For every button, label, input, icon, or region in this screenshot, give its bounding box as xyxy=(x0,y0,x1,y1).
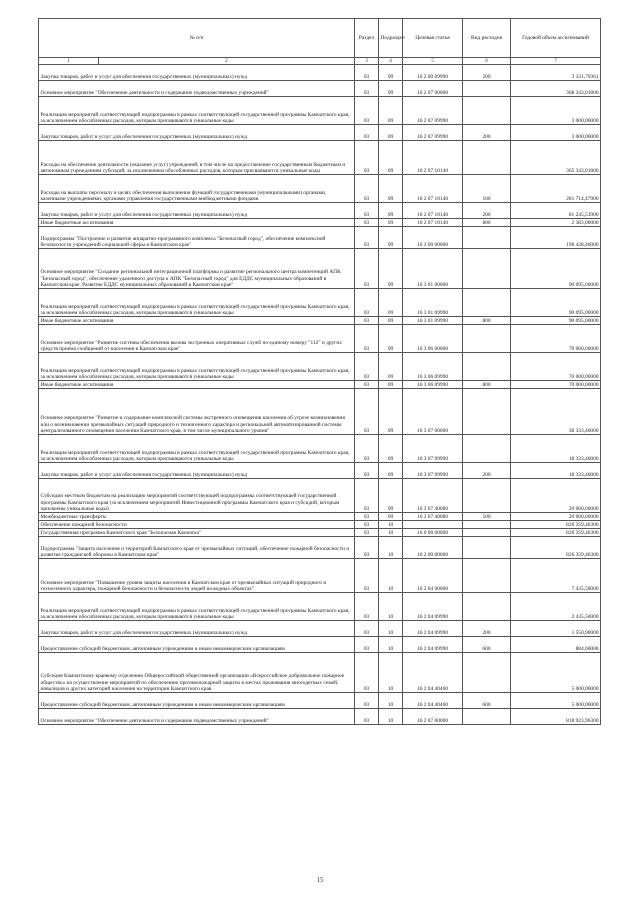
row-amount-cell: 70 000,00000 xyxy=(511,381,601,389)
table-row xyxy=(39,249,601,289)
row-amount-cell: 281 714,47900 xyxy=(511,175,601,203)
row-section-cell: 03 xyxy=(355,435,379,463)
row-amount-cell: 3 331,79361 xyxy=(511,65,601,81)
row-expense-type-cell xyxy=(463,325,511,353)
row-subsection-cell: 10 xyxy=(379,537,403,559)
row-subsection-cell: 10 xyxy=(379,653,403,693)
row-amount-cell: 368 343,01800 xyxy=(511,81,601,97)
row-amount-cell: 3 000,00000 xyxy=(511,97,601,125)
row-target-article-cell: 16 2 04 40460 xyxy=(403,693,463,709)
row-expense-type-cell: 800 xyxy=(463,219,511,227)
row-amount-cell: 18 333,46000 xyxy=(511,463,601,479)
column-index-3: 3 xyxy=(355,58,379,65)
row-expense-type-cell xyxy=(463,479,511,513)
table-row xyxy=(39,219,601,227)
row-target-article-cell: 16 2 00 00000 xyxy=(403,537,463,559)
column-index-row xyxy=(39,58,601,65)
row-name-cell: Реализация мероприятий соответствующей подпрограммы в рамках соответствующей государственной программы Камчатского края, за исключением обособленных расходов, которым присваиваются уникальные коды xyxy=(39,97,355,125)
row-expense-type-cell xyxy=(463,353,511,381)
row-name-cell: Закупка товаров, работ и услуг для обеспечения государственных (муниципальных) нужд xyxy=(39,463,355,479)
header-target-article: Целевая статья xyxy=(403,19,463,58)
table-row xyxy=(39,289,601,317)
row-amount-cell: 70 000,00000 xyxy=(511,353,601,381)
row-name-cell: Закупка товаров, работ и услуг для обеспечения государственных (муниципальных) нужд xyxy=(39,621,355,637)
row-target-article-cell: 16 2 04 00000 xyxy=(403,559,463,593)
row-subsection-cell: 09 xyxy=(379,381,403,389)
row-name-cell: Государственная программа Камчатского края "Безопасная Камчатка" xyxy=(39,529,355,537)
row-name-cell: Закупка товаров, работ и услуг для обеспечения государственных (муниципальных) нужд xyxy=(39,203,355,219)
header-index: № п/п xyxy=(39,19,355,58)
page-number: 15 xyxy=(316,876,324,884)
table-row xyxy=(39,317,601,325)
row-target-article-cell: 16 3 07 40080 xyxy=(403,513,463,521)
row-subsection-cell: 09 xyxy=(379,81,403,97)
row-target-article-cell: 16 3 07 09990 xyxy=(403,463,463,479)
row-name-cell: Подпрограмма "Защита населения и территорий Камчатского края от чрезвычайных ситуаций, обеспечение пожарной безопасности и развитие гражданской обороны в Камчатском крае" xyxy=(39,537,355,559)
row-target-article-cell: 16 2 07 10140 xyxy=(403,175,463,203)
row-subsection-cell: 09 xyxy=(379,325,403,353)
row-amount-cell: 1 550,90000 xyxy=(511,621,601,637)
row-amount-cell: 5 000,00000 xyxy=(511,653,601,693)
table-row xyxy=(39,81,601,97)
row-section-cell: 03 xyxy=(355,317,379,325)
row-target-article-cell: 16 2 07 00000 xyxy=(403,709,463,725)
row-target-article-cell: 16 2 04 09990 xyxy=(403,593,463,621)
row-amount-cell: 884,60000 xyxy=(511,637,601,653)
row-amount-cell: 90 095,00000 xyxy=(511,289,601,317)
row-name-cell: Закупка товаров, работ и услуг для обеспечения государственных (муниципальных) нужд xyxy=(39,65,355,81)
row-section-cell: 03 xyxy=(355,219,379,227)
row-amount-cell: 818 923,96300 xyxy=(511,709,601,725)
table-row xyxy=(39,709,601,725)
row-section-cell: 03 xyxy=(355,175,379,203)
row-target-article-cell: 16 3 07 00000 xyxy=(403,389,463,435)
row-subsection-cell: 10 xyxy=(379,529,403,537)
row-expense-type-cell: 100 xyxy=(463,175,511,203)
table-row xyxy=(39,227,601,249)
row-expense-type-cell xyxy=(463,537,511,559)
row-subsection-cell: 09 xyxy=(379,513,403,521)
row-section-cell: 03 xyxy=(355,389,379,435)
row-subsection-cell: 10 xyxy=(379,693,403,709)
row-section-cell: 03 xyxy=(355,141,379,175)
row-target-article-cell: 16 2 07 10140 xyxy=(403,203,463,219)
row-subsection-cell: 09 xyxy=(379,353,403,381)
row-subsection-cell: 09 xyxy=(379,97,403,125)
budget-table-container xyxy=(38,18,600,725)
row-amount-cell: 826 359,46300 xyxy=(511,521,601,529)
row-amount-cell: 20 000,00000 xyxy=(511,479,601,513)
row-subsection-cell: 09 xyxy=(379,175,403,203)
row-expense-type-cell xyxy=(463,559,511,593)
row-expense-type-cell xyxy=(463,141,511,175)
header-section: Раздел xyxy=(355,19,379,58)
row-expense-type-cell: 200 xyxy=(463,65,511,81)
row-amount-cell: 20 000,00000 xyxy=(511,513,601,521)
row-target-article-cell: 16 0 00 00000 xyxy=(403,529,463,537)
row-amount-cell: 18 333,46000 xyxy=(511,435,601,463)
row-name-cell: Подпрограмма "Построение и развитие аппаратно-программного комплекса "Безопасный город", обеспечение комплексной безопасности учреждений социальной сферы в Камчатском крае" xyxy=(39,227,355,249)
header-expense-type: Вид расходов xyxy=(463,19,511,58)
row-section-cell: 03 xyxy=(355,203,379,219)
row-name-cell: Иные бюджетные ассигнования xyxy=(39,317,355,325)
row-target-article-cell: 16 2 04 09990 xyxy=(403,621,463,637)
row-section-cell: 03 xyxy=(355,353,379,381)
row-expense-type-cell: 800 xyxy=(463,381,511,389)
row-section-cell: 03 xyxy=(355,125,379,141)
table-row xyxy=(39,97,601,125)
row-name-cell: Предоставление субсидий бюджетным, автономным учреждениям и иным некоммерческим организациям xyxy=(39,693,355,709)
row-amount-cell: 90 095,00000 xyxy=(511,249,601,289)
row-subsection-cell: 09 xyxy=(379,249,403,289)
row-target-article-cell: 16 3 07 40080 xyxy=(403,479,463,513)
row-section-cell: 03 xyxy=(355,593,379,621)
row-section-cell: 03 xyxy=(355,529,379,537)
row-target-article-cell: 16 2 00 09990 xyxy=(403,65,463,81)
row-section-cell: 03 xyxy=(355,513,379,521)
column-index-2: 2 xyxy=(99,58,355,65)
row-name-cell: Основное мероприятие "Создание региональной интеграционной платформы и развитие регионального центра компетенций АПК "Безопасный город", обеспечение удаленного доступа к АПК "Безопасный город" для ЕДДС муниципальных образований в Камчатском крае. Развитие ЕДДС муниципальных образований в Камчатском крае" xyxy=(39,249,355,289)
row-section-cell: 03 xyxy=(355,637,379,653)
row-subsection-cell: 09 xyxy=(379,463,403,479)
row-expense-type-cell xyxy=(463,653,511,693)
row-name-cell: Иные бюджетные ассигнования xyxy=(39,219,355,227)
row-target-article-cell: 16 3 01 09990 xyxy=(403,289,463,317)
table-row xyxy=(39,175,601,203)
table-row xyxy=(39,463,601,479)
row-section-cell: 03 xyxy=(355,381,379,389)
row-target-article-cell: 16 2 04 40460 xyxy=(403,653,463,693)
row-name-cell: Субсидия Камчатскому краевому отделению Общероссийской общественной организации «Всероссийское добровольное пожарное общество» на осуществление мероприятий по обеспечению противопожарной защиты в местах проживания многодетных семей, инвалидов и других категорий населения на территории Камчатского края xyxy=(39,653,355,693)
table-row xyxy=(39,513,601,521)
row-subsection-cell: 10 xyxy=(379,559,403,593)
row-expense-type-cell xyxy=(463,97,511,125)
row-section-cell: 03 xyxy=(355,97,379,125)
row-target-article-cell: 16 2 07 09990 xyxy=(403,125,463,141)
table-row xyxy=(39,653,601,693)
table-row xyxy=(39,637,601,653)
row-name-cell: Реализация мероприятий соответствующей подпрограммы в рамках соответствующей государственной программы Камчатского края, за исключением обособленных расходов, которым присваиваются уникальные коды xyxy=(39,435,355,463)
row-expense-type-cell: 200 xyxy=(463,463,511,479)
row-name-cell: Основное мероприятие "Обеспечение деятельности и содержание подведомственных учреждений" xyxy=(39,81,355,97)
row-expense-type-cell: 800 xyxy=(463,317,511,325)
row-expense-type-cell: 200 xyxy=(463,203,511,219)
header-subsection: Подраздел xyxy=(379,19,403,58)
column-index-1: 1 xyxy=(39,58,99,65)
row-section-cell: 03 xyxy=(355,559,379,593)
row-section-cell: 03 xyxy=(355,693,379,709)
row-name-cell: Расходы на обеспечение деятельности (оказание услуг) учреждений, в том числе на предоставление государственным бюджетным и автономным учреждениям субсидий, за исключением обособленных расходов, которым присваиваются уникальные коды xyxy=(39,141,355,175)
row-section-cell: 03 xyxy=(355,249,379,289)
table-row xyxy=(39,65,601,81)
table-header-row xyxy=(39,19,601,58)
row-amount-cell: 70 000,00000 xyxy=(511,325,601,353)
row-subsection-cell: 09 xyxy=(379,203,403,219)
table-row xyxy=(39,621,601,637)
table-row xyxy=(39,141,601,175)
table-row xyxy=(39,125,601,141)
row-section-cell: 03 xyxy=(355,289,379,317)
row-target-article-cell: 16 3 06 00000 xyxy=(403,325,463,353)
row-target-article-cell: 16 3 01 09990 xyxy=(403,317,463,325)
row-subsection-cell: 09 xyxy=(379,219,403,227)
row-amount-cell: 5 000,00000 xyxy=(511,693,601,709)
row-name-cell: Иные бюджетные ассигнования xyxy=(39,381,355,389)
row-name-cell: Межбюджетные трансферты xyxy=(39,513,355,521)
row-section-cell: 03 xyxy=(355,709,379,725)
row-target-article-cell: 16 3 00 00000 xyxy=(403,227,463,249)
row-expense-type-cell xyxy=(463,389,511,435)
row-target-article-cell: 16 3 06 09990 xyxy=(403,353,463,381)
row-name-cell: Основное мероприятие "Развитие и содержание комплексной системы экстренного оповещения населения об угрозе возникновения или о возникновении чрезвычайных ситуаций природного и техногенного характера и региональной автоматизированной системы централизованного оповещения населения Камчатского края, в том числе муниципального уровня" xyxy=(39,389,355,435)
row-expense-type-cell: 200 xyxy=(463,621,511,637)
row-subsection-cell: 09 xyxy=(379,227,403,249)
row-section-cell: 03 xyxy=(355,463,379,479)
row-amount-cell: 365 343,01800 xyxy=(511,141,601,175)
table-row xyxy=(39,693,601,709)
row-subsection-cell: 10 xyxy=(379,709,403,725)
table-row xyxy=(39,521,601,529)
table-row xyxy=(39,435,601,463)
row-name-cell: Субсидии местным бюджетам на реализацию мероприятий соответствующей подпрограммы соответствующей государственной программы Камчатского края (за исключением мероприятий Инвестиционной программы Камчатского края и субсидий, которым присвоены уникальные коды) xyxy=(39,479,355,513)
row-target-article-cell: 16 2 07 00000 xyxy=(403,81,463,97)
row-subsection-cell: 09 xyxy=(379,125,403,141)
row-expense-type-cell: 600 xyxy=(463,693,511,709)
row-subsection-cell: 09 xyxy=(379,65,403,81)
row-expense-type-cell: 500 xyxy=(463,513,511,521)
row-section-cell: 03 xyxy=(355,537,379,559)
row-target-article-cell: 16 2 07 10140 xyxy=(403,141,463,175)
table-row xyxy=(39,203,601,219)
row-subsection-cell: 09 xyxy=(379,141,403,175)
row-target-article-cell: 16 3 06 09990 xyxy=(403,381,463,389)
row-amount-cell: 826 359,46300 xyxy=(511,537,601,559)
table-row xyxy=(39,529,601,537)
column-index-6: 6 xyxy=(463,58,511,65)
row-expense-type-cell xyxy=(463,709,511,725)
row-target-article-cell: 16 3 01 00000 xyxy=(403,249,463,289)
table-row xyxy=(39,559,601,593)
row-name-cell: Основное мероприятие "Развитие системы обеспечения вызова экстренных оперативных служб по единому номеру "112" и других средств приема сообщений от населения в Камчатском крае" xyxy=(39,325,355,353)
row-amount-cell: 3 000,00000 xyxy=(511,125,601,141)
row-name-cell: Основное мероприятие "Повышение уровня защиты населения в Камчатском крае от чрезвычайных ситуаций природного и техногенного характера, пожарной безопасности и безопасности людей на водных объектах" xyxy=(39,559,355,593)
row-amount-cell: 826 359,46300 xyxy=(511,529,601,537)
row-target-article-cell: 16 2 04 09990 xyxy=(403,637,463,653)
row-target-article-cell: 16 2 07 09990 xyxy=(403,97,463,125)
row-amount-cell: 38 333,46000 xyxy=(511,389,601,435)
table-row xyxy=(39,479,601,513)
row-subsection-cell: 10 xyxy=(379,621,403,637)
row-amount-cell: 90 095,00000 xyxy=(511,317,601,325)
row-target-article-cell: 16 2 07 10140 xyxy=(403,219,463,227)
row-subsection-cell: 10 xyxy=(379,521,403,529)
row-expense-type-cell xyxy=(463,249,511,289)
column-index-7: 7 xyxy=(511,58,601,65)
row-expense-type-cell: 600 xyxy=(463,637,511,653)
row-expense-type-cell xyxy=(463,435,511,463)
row-subsection-cell: 09 xyxy=(379,317,403,325)
row-section-cell: 03 xyxy=(355,479,379,513)
row-name-cell: Обеспечение пожарной безопасности xyxy=(39,521,355,529)
table-row xyxy=(39,537,601,559)
row-expense-type-cell xyxy=(463,227,511,249)
column-index-4: 4 xyxy=(379,58,403,65)
row-subsection-cell: 09 xyxy=(379,389,403,435)
row-section-cell: 03 xyxy=(355,81,379,97)
table-row xyxy=(39,593,601,621)
header-annual-amount: Годовой объем ассигнований xyxy=(511,19,601,58)
row-name-cell: Реализация мероприятий соответствующей подпрограммы в рамках соответствующей государственной программы Камчатского края, за исключением обособленных расходов, которым присваиваются уникальные коды xyxy=(39,593,355,621)
row-expense-type-cell xyxy=(463,521,511,529)
row-section-cell: 03 xyxy=(355,325,379,353)
row-name-cell: Реализация мероприятий соответствующей подпрограммы в рамках соответствующей государственной программы Камчатского края, за исключением обособленных расходов, которым присваиваются уникальные коды xyxy=(39,353,355,381)
row-expense-type-cell xyxy=(463,593,511,621)
row-expense-type-cell xyxy=(463,81,511,97)
table-body xyxy=(39,65,601,725)
row-target-article-cell: 16 3 07 09990 xyxy=(403,435,463,463)
row-subsection-cell: 09 xyxy=(379,435,403,463)
row-amount-cell: 2 435,50000 xyxy=(511,593,601,621)
row-section-cell: 03 xyxy=(355,227,379,249)
row-subsection-cell: 10 xyxy=(379,637,403,653)
row-section-cell: 03 xyxy=(355,521,379,529)
table-row xyxy=(39,389,601,435)
row-amount-cell: 198 428,46000 xyxy=(511,227,601,249)
row-subsection-cell: 10 xyxy=(379,593,403,621)
table-row xyxy=(39,353,601,381)
column-index-5: 5 xyxy=(403,58,463,65)
row-subsection-cell: 09 xyxy=(379,479,403,513)
row-expense-type-cell xyxy=(463,529,511,537)
row-target-article-cell xyxy=(403,521,463,529)
row-expense-type-cell xyxy=(463,289,511,317)
row-name-cell: Закупка товаров, работ и услуг для обеспечения государственных (муниципальных) нужд xyxy=(39,125,355,141)
row-name-cell: Расходы на выплаты персоналу в целях обеспечения выполнения функций государственными (муниципальными) органами, казенными учреждениями, органами управления государственными внебюджетными фондами xyxy=(39,175,355,203)
row-name-cell: Реализация мероприятий соответствующей подпрограммы в рамках соответствующей государственной программы Камчатского края, за исключением обособленных расходов, которым присваиваются уникальные коды xyxy=(39,289,355,317)
row-section-cell: 03 xyxy=(355,653,379,693)
row-name-cell: Основное мероприятие "Обеспечение деятельности и содержание подведомственных учреждений" xyxy=(39,709,355,725)
row-section-cell: 03 xyxy=(355,65,379,81)
row-section-cell: 03 xyxy=(355,621,379,637)
table-row xyxy=(39,381,601,389)
budget-table xyxy=(38,18,601,725)
row-amount-cell: 2 383,00000 xyxy=(511,219,601,227)
row-amount-cell: 7 435,50000 xyxy=(511,559,601,593)
row-name-cell: Предоставление субсидий бюджетным, автономным учреждениям и иным некоммерческим организациям xyxy=(39,637,355,653)
table-row xyxy=(39,325,601,353)
row-amount-cell: 81 245,53900 xyxy=(511,203,601,219)
row-expense-type-cell: 200 xyxy=(463,125,511,141)
row-subsection-cell: 09 xyxy=(379,289,403,317)
